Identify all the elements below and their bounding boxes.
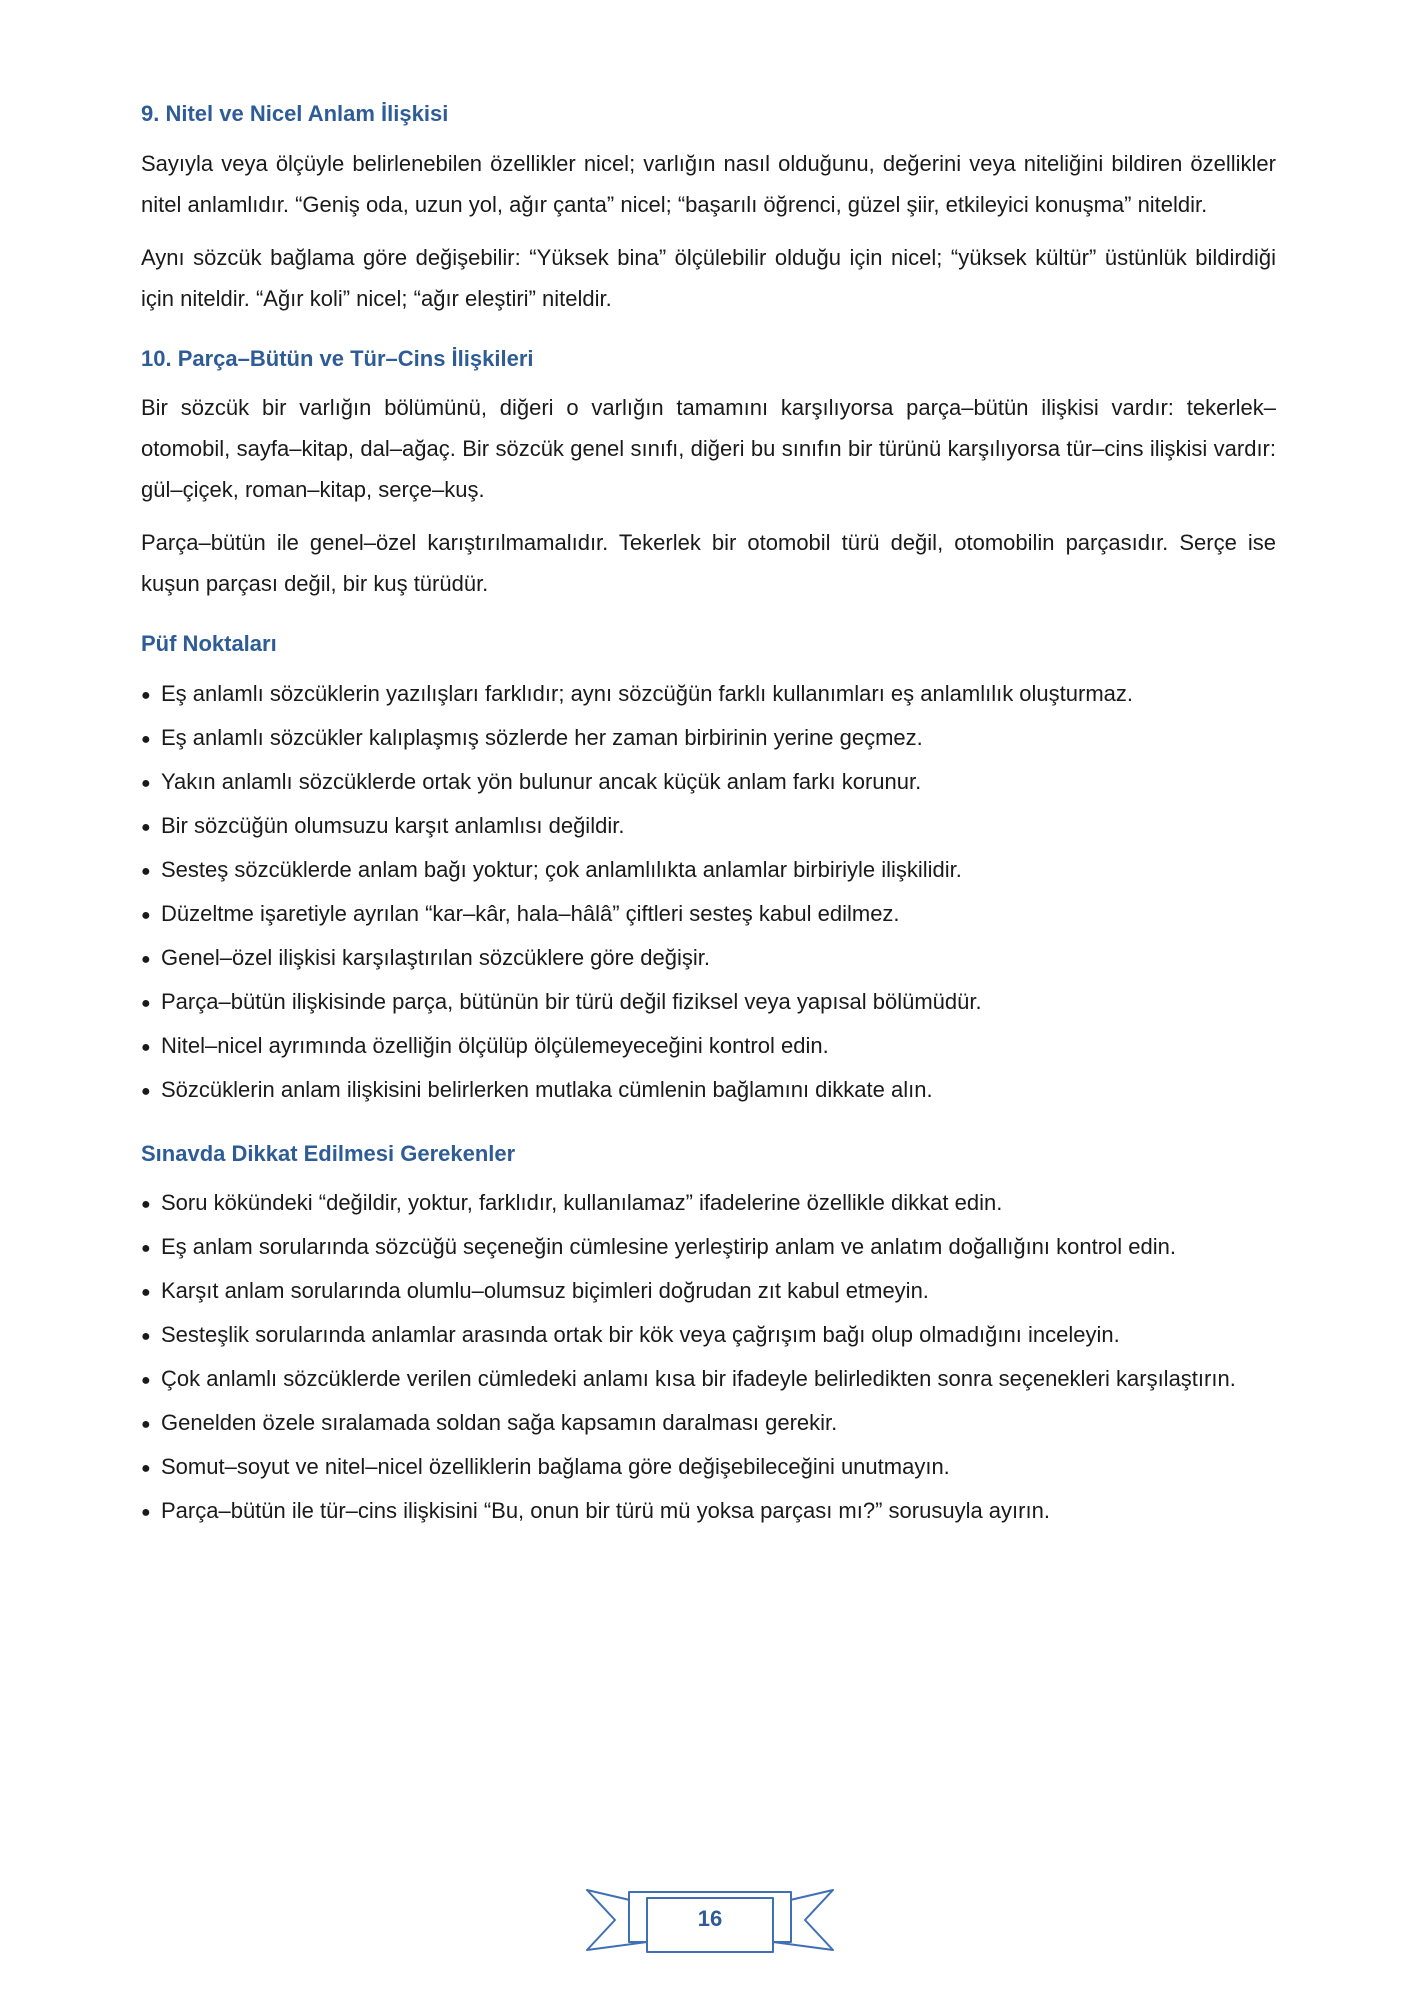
- list-item: ● Bir sözcüğün olumsuzu karşıt anlamlısı değildir.: [141, 805, 1276, 848]
- page-number: 16: [697, 1906, 723, 1931]
- bullet-icon: ●: [141, 686, 151, 704]
- bullet-icon: ●: [141, 1038, 151, 1056]
- tips-heading: Püf Noktaları: [141, 631, 277, 657]
- bullet-icon: ●: [141, 1082, 151, 1100]
- section-9-heading: 9. Nitel ve Nicel Anlam İlişkisi: [141, 101, 449, 126]
- list-item: ● Eş anlamlı sözcüklerin yazılışları farklıdır; aynı sözcüğün farklı kullanımları eş anlamlılık oluşturmaz.: [141, 673, 1276, 716]
- list-item: ● Genelden özele sıralamada soldan sağa kapsamın daralması gerekir.: [141, 1402, 1276, 1445]
- list-item: ● Sözcüklerin anlam ilişkisini belirlerken mutlaka cümlenin bağlamını dikkate alın.: [141, 1069, 1276, 1112]
- bullet-icon: ●: [141, 1328, 151, 1346]
- bullet-icon: ●: [141, 1372, 151, 1390]
- page-footer: [585, 1882, 835, 1958]
- list-item: ● Düzeltme işaretiyle ayrılan “kar–kâr, hala–hâlâ” çiftleri sesteş kabul edilmez.: [141, 893, 1276, 936]
- bullet-icon: ●: [141, 906, 151, 924]
- bullet-icon: ●: [141, 1284, 151, 1302]
- page-content: [141, 100, 1276, 1534]
- bullet-icon: ●: [141, 1196, 151, 1214]
- list-item: ● Çok anlamlı sözcüklerde verilen cümledeki anlamı kısa bir ifadeyle belirledikten sonra seçenekleri karşılaştırın.: [141, 1358, 1276, 1401]
- list-item: ● Sesteş sözcüklerde anlam bağı yoktur; çok anlamlılıkta anlamlar birbiriyle ilişkilidir.: [141, 849, 1276, 892]
- section-10-heading: 10. Parça–Bütün ve Tür–Cins İlişkileri: [141, 345, 534, 371]
- section-10-paragraph-2: Parça–bütün ile genel–özel karıştırılmamalıdır. Tekerlek bir otomobil türü değil, otomobilin parçasıdır. Serçe ise kuşun parçası değil, bir kuş türüdür.: [141, 530, 1276, 597]
- tips-list: [141, 673, 1276, 1112]
- exam-heading: Sınavda Dikkat Edilmesi Gerekenler: [141, 1140, 516, 1166]
- bullet-icon: ●: [141, 994, 151, 1012]
- list-item: ● Eş anlamlı sözcükler kalıplaşmış sözlerde her zaman birbirinin yerine geçmez.: [141, 717, 1276, 760]
- list-item: ● Nitel–nicel ayrımında özelliğin ölçülüp ölçülemeyeceğini kontrol edin.: [141, 1025, 1276, 1068]
- list-item: ● Somut–soyut ve nitel–nicel özelliklerin bağlama göre değişebileceğini unutmayın.: [141, 1446, 1276, 1489]
- exam-list: [141, 1182, 1276, 1533]
- bullet-icon: ●: [141, 1416, 151, 1434]
- list-item: ● Genel–özel ilişkisi karşılaştırılan sözcüklere göre değişir.: [141, 937, 1276, 980]
- bullet-icon: ●: [141, 774, 151, 792]
- section-10-paragraph-1: Bir sözcük bir varlığın bölümünü, diğeri o varlığın tamamını karşılıyorsa parça–bütün ilişkisi vardır: tekerlek–otomobil, sayfa–kitap, dal–ağaç. Bir sözcük genel sınıfı, diğeri bu sınıfın bir türünü karşılıyorsa tür–cins ilişkisi vardır: gül–çiçek, roman–kitap, serçe–kuş.: [141, 395, 1276, 503]
- bullet-icon: ●: [141, 1460, 151, 1478]
- list-item: ● Eş anlam sorularında sözcüğü seçeneğin cümlesine yerleştirip anlam ve anlatım doğallığını kontrol edin.: [141, 1226, 1276, 1269]
- list-item: ● Yakın anlamlı sözcüklerde ortak yön bulunur ancak küçük anlam farkı korunur.: [141, 761, 1276, 804]
- bullet-icon: ●: [141, 862, 151, 880]
- bullet-icon: ●: [141, 730, 151, 748]
- section-9-paragraph-1: Sayıyla veya ölçüyle belirlenebilen özellikler nicel; varlığın nasıl olduğunu, değerini veya niteliğini bildiren özellikler nitel anlamlıdır. “Geniş oda, uzun yol, ağır çanta” nicel; “başarılı öğrenci, güzel şiir, etkileyici konuşma” niteldir.: [141, 150, 1276, 217]
- bullet-icon: ●: [141, 1504, 151, 1522]
- bullet-icon: ●: [141, 1240, 151, 1258]
- list-item: ● Sesteşlik sorularında anlamlar arasında ortak bir kök veya çağrışım bağı olup olmadığını inceleyin.: [141, 1314, 1276, 1357]
- list-item: ● Parça–bütün ile tür–cins ilişkisini “Bu, onun bir türü mü yoksa parçası mı?” sorusuyla ayırın.: [141, 1490, 1276, 1533]
- section-9-paragraph-2: Aynı sözcük bağlama göre değişebilir: “Yüksek bina” ölçülebilir olduğu için nicel; “yüksek kültür” üstünlük bildirdiği için niteldir. “Ağır koli” nicel; “ağır eleştiri” niteldir.: [141, 244, 1276, 311]
- list-item: ● Soru kökündeki “değildir, yoktur, farklıdır, kullanılamaz” ifadelerine özellikle dikkat edin.: [141, 1182, 1276, 1225]
- list-item: ● Karşıt anlam sorularında olumlu–olumsuz biçimleri doğrudan zıt kabul etmeyin.: [141, 1270, 1276, 1313]
- bullet-icon: ●: [141, 818, 151, 836]
- bullet-icon: ●: [141, 950, 151, 968]
- list-item: ● Parça–bütün ilişkisinde parça, bütünün bir türü değil fiziksel veya yapısal bölümüdür.: [141, 981, 1276, 1024]
